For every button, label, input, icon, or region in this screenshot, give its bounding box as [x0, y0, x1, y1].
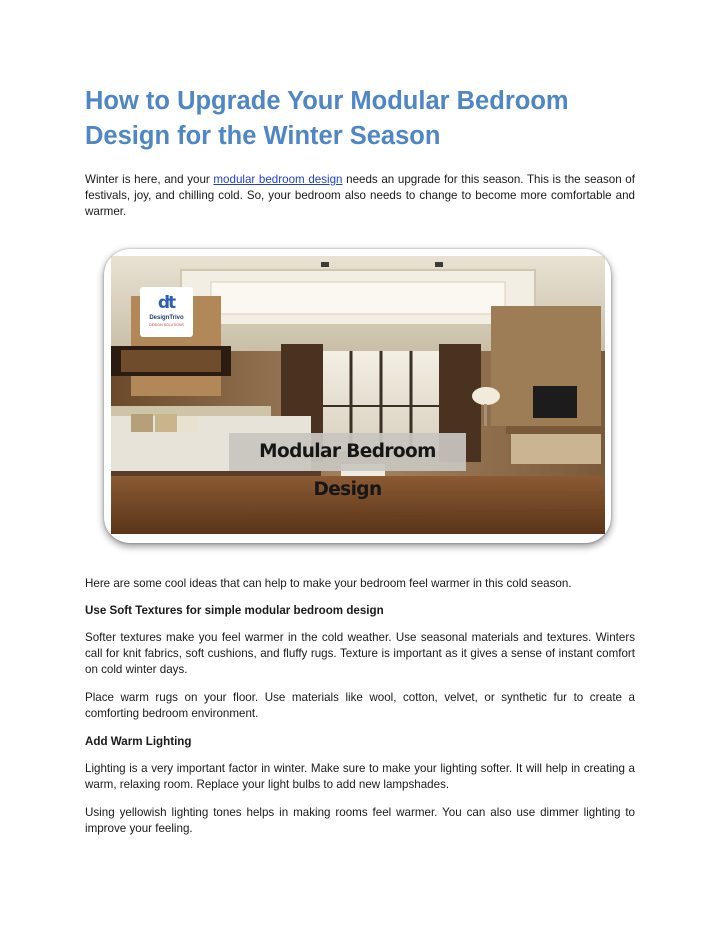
soft-textures-paragraph-1: Softer textures make you feel warmer in the cold weather. Use seasonal materials and textures. Winters call for knit fabrics, soft cushions, and fluffy rugs. Texture is important as it gives a sense of instant comfort on cold winter days. [85, 631, 635, 676]
soft-textures-paragraph-2: Place warm rugs on your floor. Use materials like wool, cotton, velvet, or synthetic fur to create a comforting bedroom environment. [85, 691, 635, 720]
logo-tagline: DESIGN SOLUTIONS [149, 323, 184, 327]
intro-text-end: needs an upgrade for this season. This is the season of festivals, joy, and chilling cold. So, your bedroom also needs to change to become more comfortable and warmer. [85, 173, 635, 218]
logo-name: DesignTrivo [149, 315, 184, 321]
section-heading-warm-lighting: Add Warm Lighting [85, 735, 192, 748]
image-caption-text: Modular Bedroom Design [259, 441, 436, 500]
logo-mark: dt [157, 293, 175, 313]
warm-lighting-paragraph-1: Lighting is a very important factor in winter. Make sure to make your lighting softer. It will help in creating a warm, relaxing room. Replace your light bulbs to add new lampshades. [85, 762, 635, 791]
article-title: How to Upgrade Your Modular Bedroom Design for the Winter Season [85, 87, 569, 150]
image-caption-banner [229, 433, 466, 500]
ideas-intro-paragraph: Here are some cool ideas that can help to make your bedroom feel warmer in this cold season. [85, 577, 572, 590]
section-heading-soft-textures: Use Soft Textures for simple modular bedroom design [85, 604, 384, 617]
modular-bedroom-design-link[interactable]: modular bedroom design [213, 173, 343, 186]
intro-paragraph [85, 172, 635, 220]
intro-text-start: Winter is here, and your [85, 173, 214, 186]
warm-lighting-paragraph-2: Using yellowish lighting tones helps in making rooms feel warmer. You can also use dimmer lighting to improve your feeling. [85, 806, 635, 835]
designtrivo-logo [140, 287, 193, 337]
